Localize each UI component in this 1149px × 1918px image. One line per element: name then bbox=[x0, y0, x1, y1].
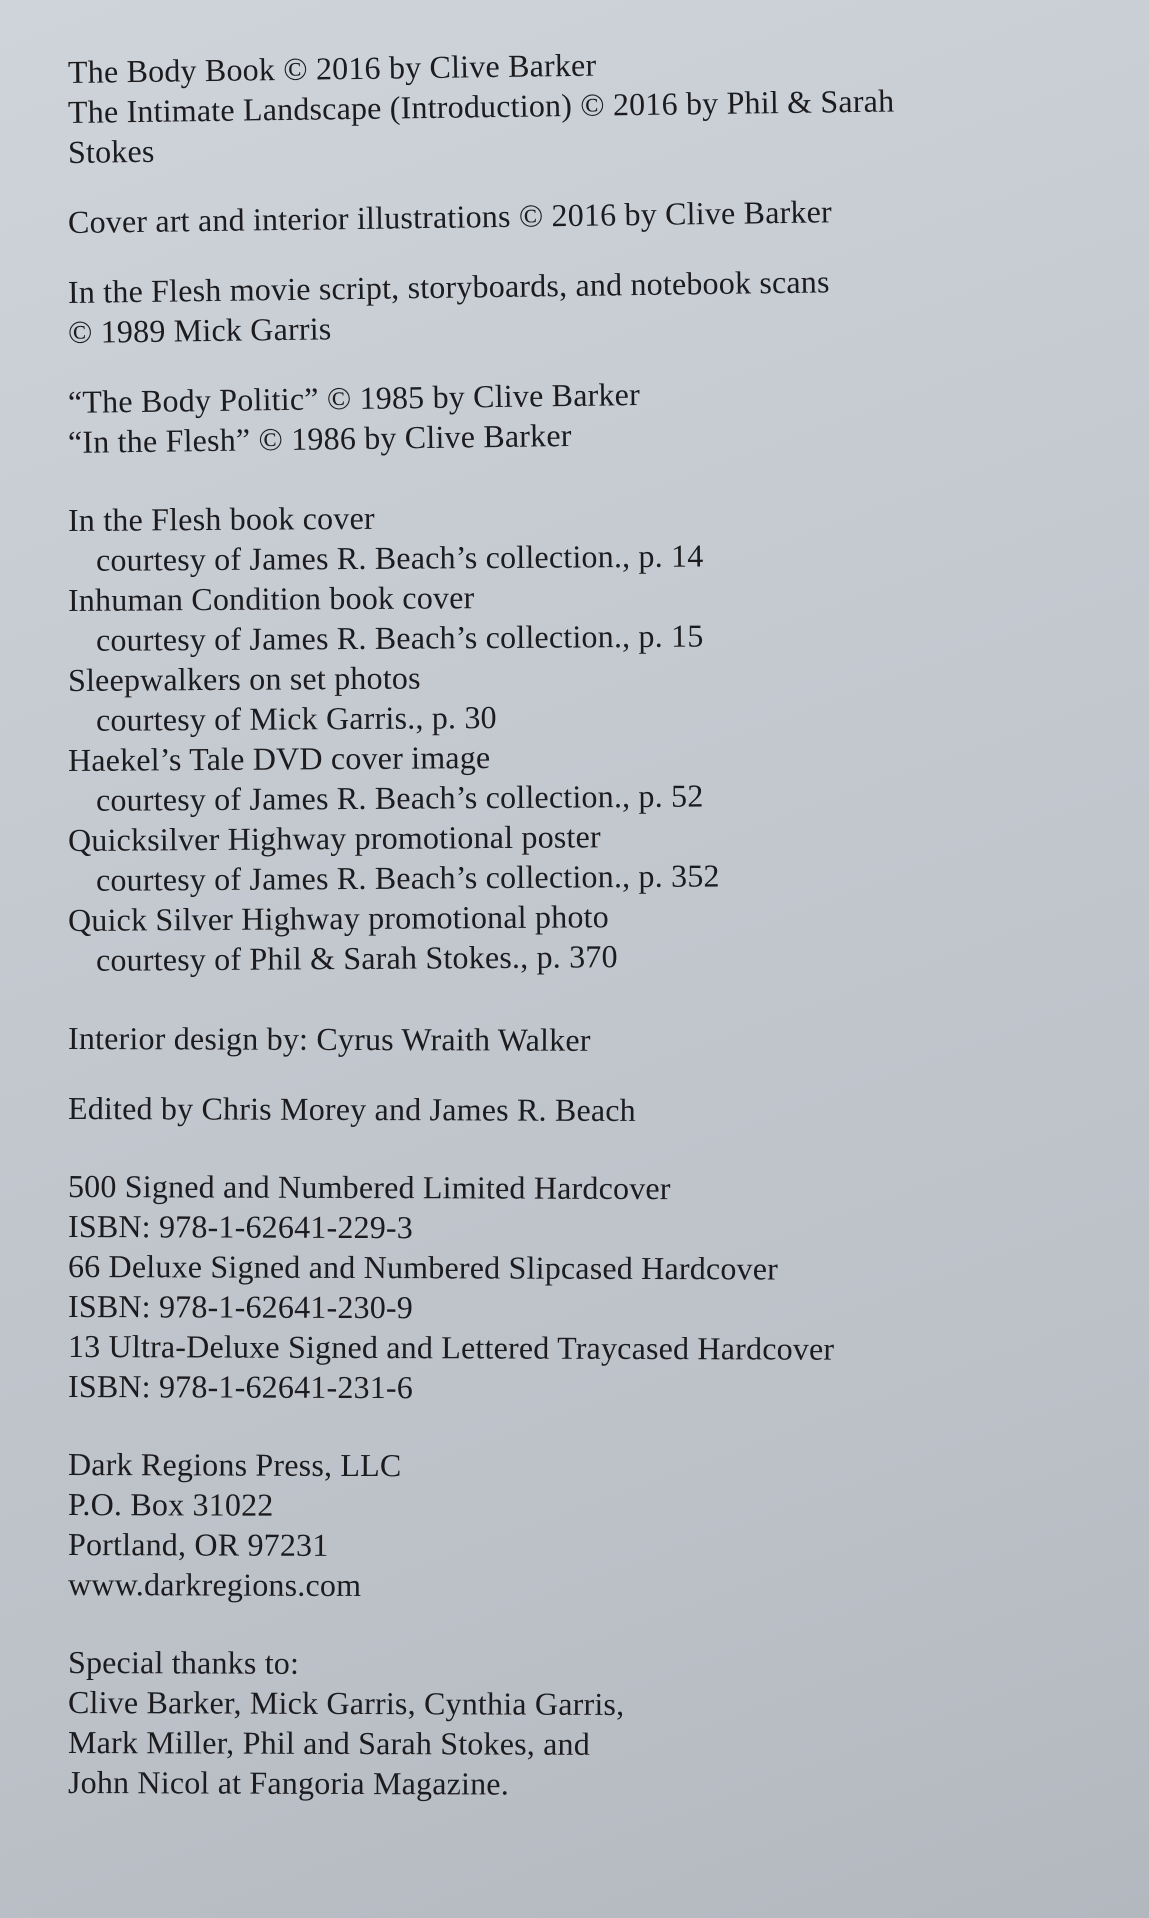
design-credit-line: Interior design by: Cyrus Wraith Walker bbox=[67, 1020, 591, 1058]
script-credit-line: In the Flesh movie script, storyboards, and notebook scans bbox=[67, 263, 830, 310]
image-credit-source: courtesy of James R. Beach’s collection., p. 14 bbox=[95, 537, 704, 578]
art-credit-block bbox=[67, 193, 1079, 242]
editor-credit-line: Edited by Chris Morey and James R. Beach bbox=[67, 1090, 636, 1128]
publisher-city: Portland, OR 97231 bbox=[67, 1526, 329, 1563]
image-credit-source: courtesy of Mick Garris., p. 30 bbox=[95, 699, 497, 738]
image-credit-title: Inhuman Condition book cover bbox=[67, 579, 475, 618]
script-credit-block bbox=[67, 263, 1079, 352]
publisher-website-link[interactable]: www.darkregions.com bbox=[67, 1566, 362, 1604]
image-credit-source: courtesy of James R. Beach’s collection., p. 352 bbox=[95, 857, 720, 898]
image-credit-item bbox=[68, 740, 1079, 820]
publisher-website bbox=[68, 1564, 1079, 1608]
image-credit-source: courtesy of James R. Beach’s collection., p. 52 bbox=[95, 777, 704, 818]
image-credits-list bbox=[68, 500, 1079, 980]
thanks-line: Clive Barker, Mick Garris, Cynthia Garris, bbox=[67, 1684, 625, 1722]
editions-list bbox=[68, 1166, 1079, 1406]
editor-credit-block bbox=[68, 1088, 1079, 1128]
publisher-po-box: P.O. Box 31022 bbox=[67, 1486, 274, 1523]
edition-isbn: ISBN: 978-1-62641-231-6 bbox=[67, 1368, 414, 1406]
edition-name: 500 Signed and Numbered Limited Hardcover bbox=[67, 1168, 671, 1207]
image-credit-title: Sleepwalkers on set photos bbox=[67, 659, 421, 698]
image-credit-item bbox=[68, 580, 1079, 660]
edition-name: 13 Ultra-Deluxe Signed and Lettered Traycased Hardcover bbox=[67, 1328, 835, 1367]
edition-item bbox=[68, 1166, 1079, 1246]
edition-item bbox=[68, 1326, 1079, 1406]
image-credit-title: Quicksilver Highway promotional poster bbox=[67, 818, 601, 858]
story-copyright-line: “The Body Politic” © 1985 by Clive Barker bbox=[67, 376, 641, 420]
script-credit-line: © 1989 Mick Garris bbox=[67, 310, 332, 350]
image-credit-item bbox=[68, 500, 1079, 580]
image-credit-title: Quick Silver Highway promotional photo bbox=[67, 898, 609, 938]
copyright-line: Stokes bbox=[67, 132, 155, 170]
copyright-block bbox=[67, 46, 1079, 172]
edition-item bbox=[68, 1246, 1079, 1326]
stories-block bbox=[67, 376, 1079, 462]
edition-name: 66 Deluxe Signed and Numbered Slipcased Hardcover bbox=[67, 1248, 779, 1287]
design-credit-block bbox=[68, 1018, 1079, 1058]
image-credit-item bbox=[68, 900, 1079, 980]
image-credit-item bbox=[68, 660, 1079, 740]
publisher-name: Dark Regions Press, LLC bbox=[67, 1446, 402, 1484]
thanks-block bbox=[68, 1642, 1079, 1802]
publisher-block bbox=[68, 1444, 1079, 1604]
art-credit-line: Cover art and interior illustrations © 2016 by Clive Barker bbox=[67, 193, 833, 240]
edition-isbn: ISBN: 978-1-62641-230-9 bbox=[67, 1288, 414, 1326]
image-credit-title: In the Flesh book cover bbox=[67, 499, 375, 538]
thanks-heading: Special thanks to: bbox=[67, 1644, 300, 1681]
copyright-line: The Body Book © 2016 by Clive Barker bbox=[67, 46, 597, 90]
copyright-line: The Intimate Landscape (Introduction) © 2016 by Phil & Sarah bbox=[67, 82, 895, 130]
image-credit-title: Haekel’s Tale DVD cover image bbox=[67, 739, 491, 778]
thanks-line: John Nicol at Fangoria Magazine. bbox=[67, 1764, 510, 1802]
story-copyright-line: “In the Flesh” © 1986 by Clive Barker bbox=[67, 416, 572, 460]
thanks-line: Mark Miller, Phil and Sarah Stokes, and bbox=[67, 1724, 591, 1762]
image-credit-source: courtesy of Phil & Sarah Stokes., p. 370 bbox=[95, 938, 618, 978]
edition-isbn: ISBN: 978-1-62641-229-3 bbox=[67, 1208, 414, 1246]
image-credit-item bbox=[68, 820, 1079, 900]
image-credit-source: courtesy of James R. Beach’s collection., p. 15 bbox=[95, 617, 704, 658]
